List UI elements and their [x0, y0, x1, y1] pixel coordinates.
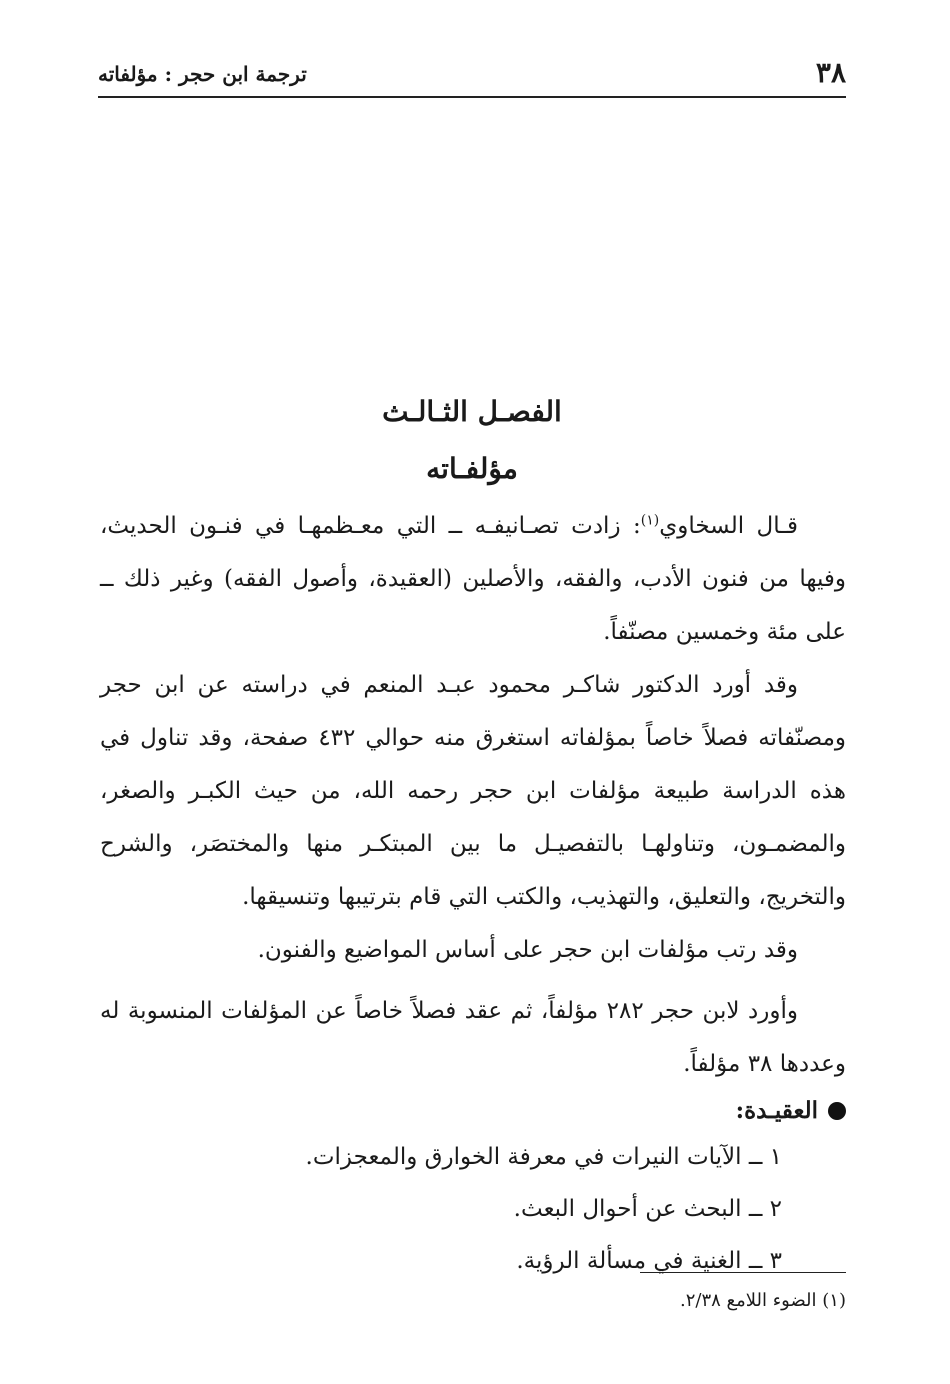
paragraph: وقد رتب مؤلفات ابن حجر على أساس المواضيع والفنون. — [257, 937, 798, 963]
running-title: ترجمة ابن حجر : مؤلفاته — [98, 62, 307, 86]
bullet-icon — [828, 1102, 846, 1120]
footnote: (١) الضوء اللامع ٢/٣٨. — [679, 1290, 846, 1311]
chapter-number-heading: الفصـل الثـالـث — [382, 395, 562, 428]
footnote-rule — [640, 1272, 846, 1273]
paragraph: وأورد لابن حجر ٢٨٢ مؤلفاً، ثم عقد فصلاً خاصاً عن المؤلفات المنسوبة له وعددها ٣٨ مؤلفاً. — [100, 998, 846, 1077]
list-item: ١ ــ الآيات النيرات في معرفة الخوارق والمعجزات. — [305, 1144, 782, 1170]
chapter-title: مؤلفـاته — [426, 452, 518, 485]
body-text — [100, 500, 846, 1287]
paragraph — [100, 500, 846, 659]
section-heading-text: العقيـدة: — [735, 1097, 818, 1124]
paragraph: وقد أورد الدكتور شاكـر محمود عبـد المنعم في دراسته عن ابن حجر ومصنّفاته فصلاً خاصاً بمؤلفاته استغرق منه حوالي ٤٣٢ صفحة، وقد تناول في هذه الدراسة طبيعة مؤلفات ابن حجر رحمه الله، من حيث الكبـر والصغر، والمضمـون، وتناولهـا بالتفصيـل ما بين المبتكـر منها والمختصَر، والشرح والتخريج، والتعليق، والتهذيب، والكتب التي قام بترتيبها وتنسيقها. — [100, 672, 846, 910]
section-heading — [100, 1091, 846, 1131]
header-rule — [98, 96, 846, 98]
paragraph-text: قـال السخاوي — [659, 513, 798, 539]
running-header — [98, 56, 846, 96]
works-list — [100, 1131, 846, 1287]
footnote-ref[interactable]: (١) — [640, 512, 660, 529]
list-item: ٢ ــ البحث عن أحوال البعث. — [513, 1196, 782, 1222]
page-number: ٣٨ — [815, 56, 846, 89]
list-item: ٣ ــ الغنية في مسألة الرؤية. — [516, 1248, 782, 1274]
paragraph-text: : زادت تصـانيفـه ــ التي معـظمهـا في فنـون الحديث، وفيها من فنون الأدب، والفقه، والأصلين (العقيدة، وأصول الفقه) وغير ذلك ــ على مئة وخمسين مصنّفاً. — [100, 513, 846, 645]
